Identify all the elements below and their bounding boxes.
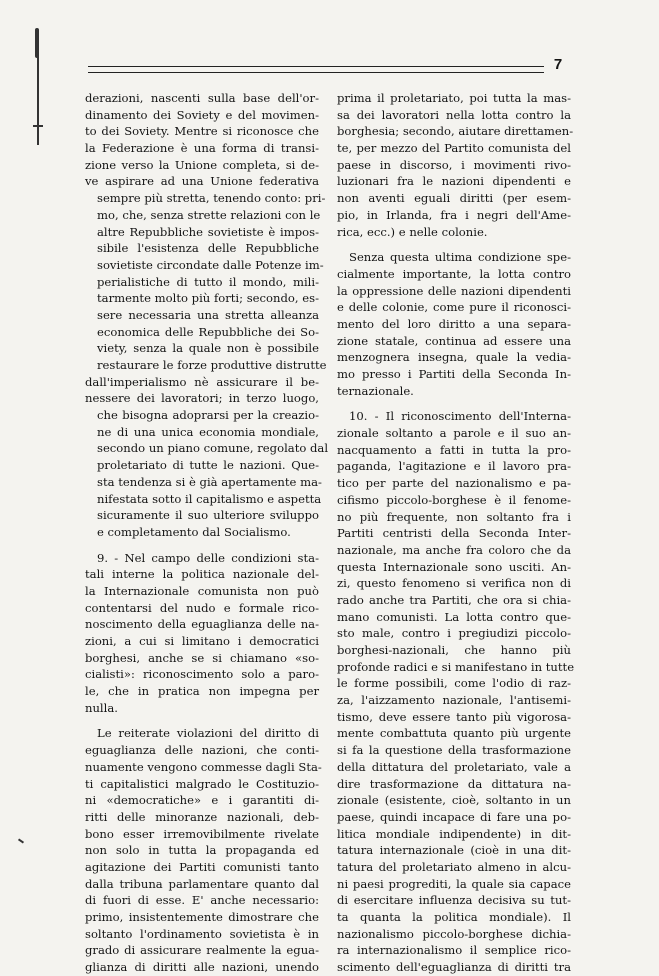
text-line: di esercitare influenza decisiva su tut-	[337, 893, 571, 908]
text-line: paganda, l'agitazione e il lavoro pra-	[337, 459, 571, 474]
text-line: nulla.	[85, 700, 118, 715]
text-line: borghesi-nazionali, che hanno più	[337, 643, 571, 657]
page-number: 7	[553, 56, 563, 73]
text-line: scimento dell'eguaglianza di diritti tra	[337, 960, 571, 975]
text-line: za, l'aizzamento nazionale, l'antisemi-	[337, 693, 571, 708]
text-line: e delle colonie, come pure il riconosci-	[337, 300, 571, 315]
text-line: eguaglianza delle nazioni, che conti-	[85, 743, 319, 758]
binding-mark	[37, 55, 39, 145]
text-line: agitazione dei Partiti comunisti tanto	[85, 859, 319, 874]
header-rule	[88, 66, 544, 73]
text-line: la Internazionale comunista non può	[85, 583, 319, 598]
text-line: prima il proletariato, poi tutta la mas-	[337, 91, 571, 105]
text-line: e completamento dal Socialismo.	[97, 524, 291, 539]
text-line: tarmente molto più forti; secondo, es-	[97, 291, 319, 306]
text-line: primo, insistentemente dimostrare che	[85, 910, 319, 924]
text-line: rica, ecc.) e nelle colonie.	[337, 224, 488, 239]
text-line: restaurare le forze produttive distrutte	[97, 358, 327, 372]
text-line: sicuramente il suo ulteriore sviluppo	[97, 508, 319, 523]
text-line: ni paesi progrediti, la quale sia capace	[337, 876, 571, 891]
text-line: 10. - Il riconoscimento dell'Interna-	[349, 409, 571, 424]
text-line: non solo in tutta la propaganda ed	[85, 843, 319, 858]
text-line: paese in discorso, i movimenti rivo-	[337, 157, 571, 172]
text-line: contentarsi del nudo e formale rico-	[85, 600, 319, 615]
text-line: mo, che, senza strette relazioni con le	[97, 207, 321, 222]
text-line: sovietiste circondate dalle Potenze im-	[97, 257, 324, 272]
text-line: luzionari fra le nazioni dipendenti e	[337, 174, 571, 189]
text-line: di fuori di esse. E' anche necessario:	[85, 893, 319, 908]
text-line: ni «democratiche» e i garantiti di-	[85, 793, 319, 808]
text-line: altre Repubbliche sovietiste è impos-	[97, 224, 319, 239]
text-line: pio, in Irlanda, fra i negri dell'Ame-	[337, 207, 571, 222]
text-line: sa dei lavoratori nella lotta contro la	[337, 107, 571, 122]
text-line: borghesi, anche se si chiamano «so-	[85, 650, 319, 665]
text-line: borghesia; secondo, aiutare direttamen-	[337, 124, 574, 139]
text-line: profonde radici e si manifestano in tutte	[337, 659, 575, 674]
text-line: ra internazionalismo il semplice rico-	[337, 943, 571, 958]
paragraph-gap	[85, 541, 319, 550]
text-line: sempre più stretta, tenendo conto: pri-	[97, 191, 326, 206]
paragraph-gap	[85, 716, 319, 725]
text-line: tico per parte del nazionalismo e pa-	[337, 476, 571, 491]
text-line: Senza questa ultima condizione spe-	[349, 250, 571, 265]
text-line: nifestata sotto il capitalismo e aspetta	[97, 491, 322, 506]
text-line: proletariato di tutte le nazioni. Que-	[97, 458, 319, 473]
text-line: ve aspirare ad una Unione federativa	[85, 174, 319, 189]
text-line: tatura internazionale (cioè in una dit-	[337, 843, 571, 858]
text-line: zione statale, continua ad essere una	[337, 333, 571, 348]
text-line: la Federazione è una forma di transi-	[85, 141, 319, 156]
left-column	[85, 90, 329, 976]
text-line: della dittatura del proletariato, vale a	[337, 759, 571, 774]
text-line: menzognera insegna, quale la vedia-	[337, 350, 571, 365]
text-line: mo presso i Partiti della Seconda In-	[337, 367, 571, 381]
text-line: ti capitalistici malgrado le Costituzio-	[85, 776, 319, 791]
text-line: sta tendenza si è già apertamente ma-	[97, 474, 322, 489]
text-line: grado di assicurare realmente la egua-	[85, 943, 319, 958]
text-line: zione verso la Unione completa, si de-	[85, 157, 319, 172]
text-line: Partiti centristi della Seconda Inter-	[337, 526, 571, 541]
text-line: nazionale, ma anche fra coloro che da	[337, 542, 571, 557]
text-line: paese, quindi incapace di fare una po-	[337, 809, 571, 824]
text-line: 9. - Nel campo delle condizioni sta-	[97, 550, 319, 565]
text-line: nessere dei lavoratori; in terzo luogo,	[85, 391, 319, 406]
text-line: viety, senza la quale non è possibile	[97, 341, 319, 356]
right-column	[337, 90, 575, 976]
text-line: tali interne la politica nazionale del-	[85, 567, 319, 582]
text-line: nazionalismo piccolo-borghese dichia-	[337, 926, 571, 941]
text-line: non aventi eguali diritti (per esem-	[337, 191, 571, 206]
text-line: rado anche tra Partiti, che ora si chia-	[337, 592, 571, 607]
paragraph-gap	[337, 240, 571, 249]
paragraph-gap	[337, 399, 571, 408]
text-line: zi, questo fenomeno si verifica non di	[337, 576, 571, 591]
text-line: tismo, deve essere tanto più vigorosa-	[337, 709, 571, 724]
text-line: bono esser irremovibilmente rivelate	[85, 826, 319, 841]
text-line: mano comunisti. La lotta contro que-	[337, 609, 571, 624]
text-line: ne di una unica economia mondiale,	[97, 424, 319, 439]
text-line: secondo un piano comune, regolato dal	[97, 441, 329, 456]
text-line: tatura del proletariato almeno in alcu-	[337, 859, 571, 874]
text-line: litica mondiale indipendente) in dit-	[337, 826, 571, 841]
binding-mark	[18, 838, 24, 843]
text-line: mento del loro diritto a una separa-	[337, 316, 571, 331]
text-line: soltanto l'ordinamento sovietista è in	[85, 926, 319, 941]
text-line: sibile l'esistenza delle Repubbliche	[97, 241, 319, 256]
text-line: sere necessaria una stretta alleanza	[97, 307, 319, 322]
text-line: perialistiche di tutto il mondo, mili-	[97, 274, 319, 289]
text-line: questa Internazionale sono usciti. An-	[337, 559, 571, 574]
text-line: le, che in pratica non impegna per	[85, 684, 319, 699]
text-line: sto male, contro i pregiudizi piccolo-	[337, 626, 571, 641]
text-line: zionale (esistente, cioè, soltanto in un	[337, 793, 571, 808]
text-line: cialisti»: riconoscimento solo a paro-	[85, 667, 319, 682]
text-line: dire trasformazione da dittatura na-	[337, 776, 571, 791]
text-line: derazioni, nascenti sulla base dell'or-	[85, 91, 319, 105]
text-line: dall'imperialismo nè assicurare il be-	[85, 374, 319, 389]
text-line: te, per mezzo del Partito comunista del	[337, 141, 571, 156]
text-line: zioni, a cui si limitano i democratici	[85, 634, 319, 648]
text-line: no più frequente, non soltanto fra i	[337, 509, 571, 524]
text-line: Le reiterate violazioni del diritto di	[97, 726, 319, 741]
text-line: ta quanta la politica mondiale). Il	[337, 910, 571, 924]
text-line: ritti delle minoranze nazionali, deb-	[85, 809, 319, 824]
text-line: dinamento dei Soviety e del movimen-	[85, 107, 319, 122]
text-line: noscimento della eguaglianza delle na-	[85, 617, 319, 632]
text-line: cialmente importante, la lotta contro	[337, 266, 571, 281]
text-line: cifismo piccolo-borghese è il fenome-	[337, 492, 571, 507]
text-line: dalla tribuna parlamentare quanto dal	[85, 876, 319, 891]
text-line: che bisogna adoprarsi per la creazio-	[97, 408, 319, 423]
text-line: zionale soltanto a parole e il suo an-	[337, 426, 571, 441]
text-line: glianza di diritti alle nazioni, unendo	[85, 960, 319, 975]
text-line: la oppressione delle nazioni dipendenti	[337, 283, 571, 298]
text-line: economica delle Repubbliche dei So-	[97, 324, 319, 339]
text-line: nuamente vengono commesse dagli Sta-	[85, 759, 322, 774]
text-line: si fa la questione della trasformazione	[337, 743, 571, 758]
binding-mark	[35, 28, 39, 58]
text-line: ternazionale.	[337, 383, 414, 398]
text-line: nacquamento a fatti in tutta la pro-	[337, 442, 571, 457]
text-line: le forme possibili, come l'odio di raz-	[337, 676, 571, 691]
binding-mark	[33, 125, 43, 127]
text-line: to dei Soviety. Mentre si riconosce che	[85, 124, 319, 139]
text-line: mente combattuta quanto più urgente	[337, 726, 571, 741]
